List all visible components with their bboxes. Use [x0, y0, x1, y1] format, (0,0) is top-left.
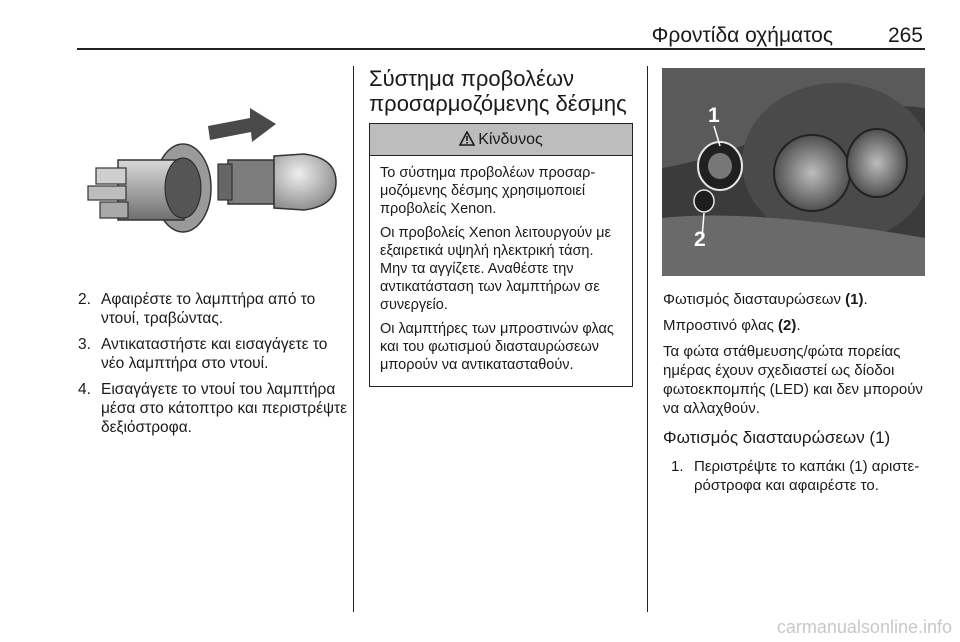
- arrow-icon: [208, 108, 276, 142]
- bulb-replacement-steps: [78, 290, 348, 437]
- warning-triangle-icon: [459, 131, 475, 146]
- list-item: 3. Αντικαταστήστε και εισαγάγετε το νέο λαμπτήρα στο ντουί.: [78, 336, 328, 372]
- page-header: [77, 24, 925, 48]
- section-heading-wrap: [369, 66, 637, 116]
- bulb-socket-illustration: [78, 68, 340, 276]
- headlamp-photo: [662, 68, 925, 276]
- subsection-heading: Φωτισμός διασταυρώσεων (1): [663, 428, 891, 447]
- danger-box: [369, 123, 633, 387]
- indicator-socket-icon: [694, 190, 714, 212]
- list-item: 1. Περιστρέψτε το καπάκι (1) αριστερόστροφα και αφαιρέστε το.: [671, 458, 920, 494]
- low-beam-cap-icon: [698, 142, 742, 190]
- right-column-text: [663, 290, 928, 502]
- danger-body: [370, 156, 632, 386]
- section-heading: Σύστημα προβολέων προσαρμοζόμενης δέσμης: [369, 66, 627, 116]
- led-paragraph: Τα φώτα στάθμευσης/φώτα πορείας ημέρας έχουν σχεδιαστεί ως δίοδοι φωτοεκπομπής (LED) και δεν μπορούν να αλλαχθούν.: [663, 343, 923, 417]
- list-item: 4. Εισαγάγετε το ντουί του λαμπτήρα μέσα στο κάτοπτρο και περιστρέψτε δεξιόστροφα.: [78, 381, 348, 436]
- danger-title: Κίνδυνος: [478, 131, 543, 148]
- column-divider-right: [647, 66, 648, 612]
- left-column-text: [78, 290, 348, 444]
- low-beam-steps: [663, 457, 928, 495]
- watermark: carmanualsonline.info: [776, 617, 952, 637]
- legend-item: Φωτισμός διασταυρώσεων (1).: [663, 291, 868, 308]
- list-item: 2. Αφαιρέστε το λαμπτήρα από το ντουί, τραβώντας.: [78, 291, 316, 327]
- callout-label-2: 2: [694, 228, 706, 251]
- page-number: 265: [887, 24, 923, 47]
- socket-icon: [88, 144, 211, 232]
- danger-header: [370, 124, 632, 156]
- chapter-title: Φροντίδα οχήματος: [651, 24, 833, 47]
- danger-paragraph: Το σύστημα προβολέων προσαρμοζόμενης δέσμης χρησιμοποιεί προβολείς Xenon.: [380, 165, 596, 217]
- danger-paragraph: Οι λαμπτήρες των μπροστινών φλας και του φωτισμού διασταυρώσεων μπορούν να αντικατασταθούν.: [380, 321, 614, 373]
- column-divider-left: [353, 66, 354, 612]
- danger-paragraph: Οι προβολείς Xenon λειτουργούν με εξαιρετικά υψηλή ηλεκτρική τάση. Μην τα αγγίζετε. Αναθέστε την αντικατάσταση των λαμπτήρων σε συνεργείο.: [380, 225, 611, 313]
- callout-label-1: 1: [708, 104, 720, 127]
- bulb-icon: [218, 154, 336, 210]
- legend-item: Μπροστινό φλας (2).: [663, 317, 801, 334]
- header-rule: [77, 48, 925, 50]
